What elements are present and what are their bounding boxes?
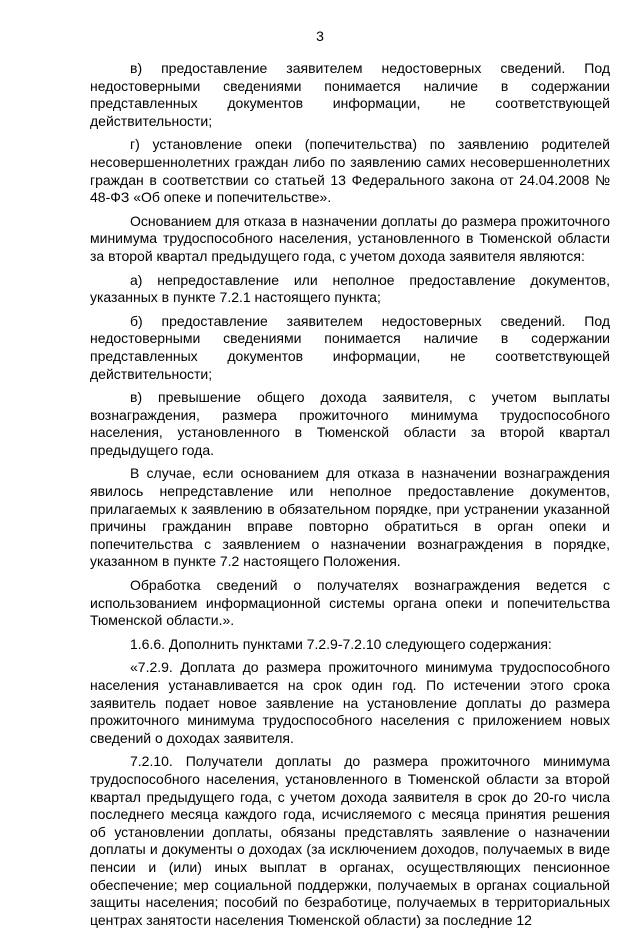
body-text [90, 60, 610, 935]
paragraph: 1.6.6. Дополнить пунктами 7.2.9-7.2.10 следующего содержания: [130, 635, 552, 652]
paragraph: «7.2.9. Доплата до размера прожиточного минимума трудоспособного населения устанавливается на срок один год. По истечении этого срока заявитель подает новое заявление на установление доплаты до размера прожиточного минимума трудоспособного населения с приложением новых сведений о доходах заявителя. [90, 659, 610, 746]
paragraph: в) превышение общего дохода заявителя, с учетом выплаты вознаграждения, размера прожиточного минимума трудоспособного населения, установленного в Тюменской области за второй квартал предыдущего года. [90, 389, 610, 458]
paragraph: 7.2.10. Получатели доплаты до размера прожиточного минимума трудоспособного населения, установленного в Тюменской области за второй квартал предыдущего года, с учетом дохода заявителя в срок до 20-го числа последнего месяца каждого года, исчисляемого с месяца принятия решения об установлении доплаты, обязаны представлять заявление о назначении доплаты и документы о доходах (за исключением доходов, получаемых в виде пенсии и (или) иных выплат в органах, осуществляющих пенсионное обеспечение; мер социальной поддержки, получаемых в органах социальной защиты населения; пособий по безработице, получаемых в территориальных центрах занятости населения Тюменской области) за последние 12 [90, 753, 610, 928]
paragraph: Обработка сведений о получателях вознаграждения ведется с использованием информационной системы органа опеки и попечительства Тюменской области.». [90, 577, 610, 629]
paragraph: В случае, если основанием для отказа в назначении вознаграждения явилось непредставление или неполное предоставление документов, прилагаемых к заявлению в обязательном порядке, при устранении указанной причины гражданин вправе повторно обратиться в орган опеки и попечительства с заявлением о назначении вознаграждения в порядке, указанном в пункте 7.2 настоящего Положения. [90, 465, 610, 570]
paragraph: Основанием для отказа в назначении доплаты до размера прожиточного минимума трудоспособного населения, установленного в Тюменской области за второй квартал предыдущего года, с учетом дохода заявителя являются: [90, 212, 610, 264]
page-number: 3 [316, 28, 324, 44]
paragraph: г) установление опеки (попечительства) по заявлению родителей несовершеннолетних граждан либо по заявлению самих несовершеннолетних граждан в соответствии со статьей 13 Федерального закона от 24.04.2008 № 48-ФЗ «Об опеке и попечительстве». [90, 136, 610, 206]
paragraph: а) непредоставление или неполное предоставление документов, указанных в пункте 7.2.1 настоящего пункта; [90, 271, 610, 306]
paragraph: в) предоставление заявителем недостоверных сведений. Под недостоверными сведениями понимается наличие в содержании представленных документов информации, не соответствующей действительности; [90, 60, 610, 129]
paragraph: б) предоставление заявителем недостоверных сведений. Под недостоверными сведениями понимается наличие в содержании представленных документов информации, не соответствующей действительности; [90, 312, 610, 382]
